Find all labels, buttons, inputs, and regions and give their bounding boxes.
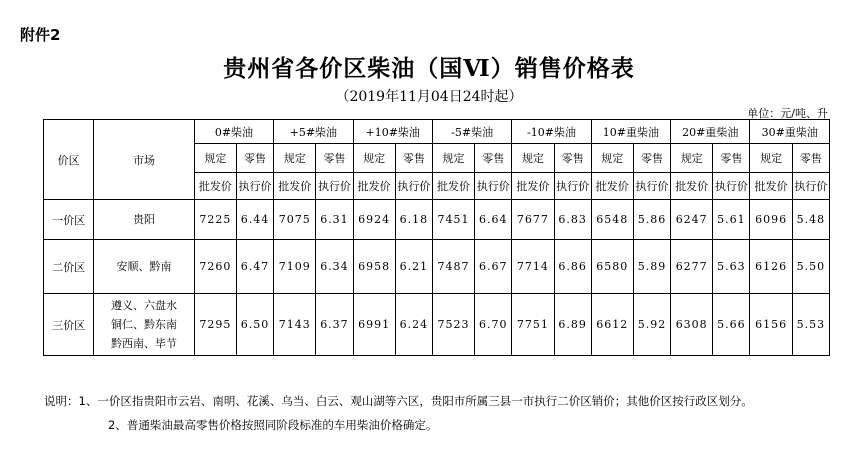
retail-price-cell: 5.53 <box>792 294 829 356</box>
wholesale-price-cell: 6580 <box>591 240 633 294</box>
notes <box>20 392 835 434</box>
retail-header-top: 零售 <box>316 144 353 173</box>
retail-price-cell: 6.18 <box>395 200 432 240</box>
wholesale-price-cell: 6247 <box>671 200 713 240</box>
wholesale-price-cell: 7751 <box>512 294 554 356</box>
wholesale-price-cell: 6126 <box>750 240 792 294</box>
retail-header-bottom: 执行价 <box>792 173 829 200</box>
retail-header-bottom: 执行价 <box>475 173 512 200</box>
wholesale-price-cell: 7451 <box>432 200 474 240</box>
product-header: 30#重柴油 <box>750 120 830 144</box>
wholesale-header-bottom: 批发价 <box>432 173 474 200</box>
wholesale-price-cell: 7075 <box>274 200 316 240</box>
wholesale-price-cell: 6991 <box>353 294 395 356</box>
table-row <box>44 200 830 240</box>
product-header: +5#柴油 <box>274 120 353 144</box>
wholesale-price-cell: 6096 <box>750 200 792 240</box>
retail-price-cell: 6.47 <box>236 240 273 294</box>
retail-header-top: 零售 <box>236 144 273 173</box>
wholesale-header-top: 规定 <box>194 144 236 173</box>
wholesale-price-cell: 7295 <box>194 294 236 356</box>
wholesale-price-cell: 6924 <box>353 200 395 240</box>
product-header: 20#重柴油 <box>671 120 750 144</box>
market-line: 安顺、黔南 <box>116 260 172 273</box>
retail-price-cell: 5.61 <box>713 200 750 240</box>
header-row <box>44 120 830 144</box>
retail-price-cell: 6.34 <box>316 240 353 294</box>
retail-header-bottom: 执行价 <box>316 173 353 200</box>
wholesale-price-cell: 7523 <box>432 294 474 356</box>
wholesale-header-top: 规定 <box>750 144 792 173</box>
retail-header-top: 零售 <box>395 144 432 173</box>
wholesale-price-cell: 7260 <box>194 240 236 294</box>
wholesale-price-cell: 7225 <box>194 200 236 240</box>
note-2: 2、普通柴油最高零售价格按照同阶段标准的车用柴油价格确定。 <box>108 418 438 432</box>
table-row <box>44 294 830 356</box>
effective-date: （2019年11月04日24时起） <box>335 89 523 105</box>
retail-price-cell: 5.86 <box>633 200 670 240</box>
wholesale-header-bottom: 批发价 <box>194 173 236 200</box>
retail-price-cell: 6.64 <box>475 200 512 240</box>
wholesale-price-cell: 7109 <box>274 240 316 294</box>
market-cell <box>94 240 195 294</box>
retail-header-bottom: 执行价 <box>633 173 670 200</box>
wholesale-header-top: 规定 <box>591 144 633 173</box>
wholesale-header-bottom: 批发价 <box>671 173 713 200</box>
retail-price-cell: 5.89 <box>633 240 670 294</box>
wholesale-price-cell: 7143 <box>274 294 316 356</box>
product-header: -10#柴油 <box>512 120 591 144</box>
wholesale-price-cell: 6277 <box>671 240 713 294</box>
wholesale-header-bottom: 批发价 <box>353 173 395 200</box>
retail-price-cell: 6.83 <box>554 200 591 240</box>
wholesale-price-cell: 7677 <box>512 200 554 240</box>
wholesale-header-top: 规定 <box>512 144 554 173</box>
retail-price-cell: 5.92 <box>633 294 670 356</box>
market-line: 黔西南、毕节 <box>111 337 177 350</box>
wholesale-header-bottom: 批发价 <box>750 173 792 200</box>
product-header: 10#重柴油 <box>591 120 670 144</box>
market-cell <box>94 200 195 240</box>
retail-header-top: 零售 <box>633 144 670 173</box>
retail-price-cell: 6.89 <box>554 294 591 356</box>
wholesale-header-top: 规定 <box>671 144 713 173</box>
product-header: +10#柴油 <box>353 120 432 144</box>
note-1: 说明：1、一价区指贵阳市云岩、南明、花溪、乌当、白云、观山湖等六区，贵阳市所属三县一市执行二价区销价；其他价区按行政区划分。 <box>44 394 753 408</box>
retail-header-top: 零售 <box>554 144 591 173</box>
unit-label: 单位：元/吨、升 <box>747 107 828 120</box>
product-header: -5#柴油 <box>432 120 511 144</box>
zone-cell: 三价区 <box>44 294 94 356</box>
retail-price-cell: 6.86 <box>554 240 591 294</box>
retail-price-cell: 5.48 <box>792 200 829 240</box>
market-line: 遵义、六盘水 <box>111 299 177 312</box>
wholesale-price-cell: 6612 <box>591 294 633 356</box>
wholesale-price-cell: 6958 <box>353 240 395 294</box>
retail-price-cell: 6.70 <box>475 294 512 356</box>
zone-cell: 二价区 <box>44 240 94 294</box>
retail-header-top: 零售 <box>713 144 750 173</box>
page-title: 贵州省各价区柴油（国Ⅵ）销售价格表 <box>223 55 635 82</box>
market-line: 铜仁、黔东南 <box>111 318 177 331</box>
annex-label: 附件2 <box>20 26 61 44</box>
wholesale-header-top: 规定 <box>432 144 474 173</box>
market-header: 市场 <box>94 120 195 200</box>
wholesale-price-cell: 6156 <box>750 294 792 356</box>
retail-price-cell: 5.63 <box>713 240 750 294</box>
zone-header: 价区 <box>44 120 94 200</box>
retail-header-bottom: 执行价 <box>713 173 750 200</box>
retail-header-bottom: 执行价 <box>236 173 273 200</box>
retail-price-cell: 6.67 <box>475 240 512 294</box>
wholesale-header-top: 规定 <box>274 144 316 173</box>
retail-header-bottom: 执行价 <box>395 173 432 200</box>
retail-price-cell: 6.24 <box>395 294 432 356</box>
zone-cell: 一价区 <box>44 200 94 240</box>
wholesale-price-cell: 7714 <box>512 240 554 294</box>
wholesale-price-cell: 6308 <box>671 294 713 356</box>
wholesale-price-cell: 6548 <box>591 200 633 240</box>
retail-price-cell: 6.37 <box>316 294 353 356</box>
product-header: 0#柴油 <box>194 120 273 144</box>
wholesale-price-cell: 7487 <box>432 240 474 294</box>
retail-price-cell: 5.50 <box>792 240 829 294</box>
retail-price-cell: 6.21 <box>395 240 432 294</box>
retail-price-cell: 6.50 <box>236 294 273 356</box>
retail-header-bottom: 执行价 <box>554 173 591 200</box>
wholesale-header-bottom: 批发价 <box>591 173 633 200</box>
retail-header-top: 零售 <box>475 144 512 173</box>
retail-price-cell: 5.66 <box>713 294 750 356</box>
price-table <box>43 119 830 356</box>
retail-price-cell: 6.44 <box>236 200 273 240</box>
wholesale-header-bottom: 批发价 <box>512 173 554 200</box>
wholesale-header-top: 规定 <box>353 144 395 173</box>
retail-header-top: 零售 <box>792 144 829 173</box>
wholesale-header-bottom: 批发价 <box>274 173 316 200</box>
retail-price-cell: 6.31 <box>316 200 353 240</box>
table-row <box>44 240 830 294</box>
market-cell <box>94 294 195 356</box>
market-line: 贵阳 <box>133 213 155 226</box>
